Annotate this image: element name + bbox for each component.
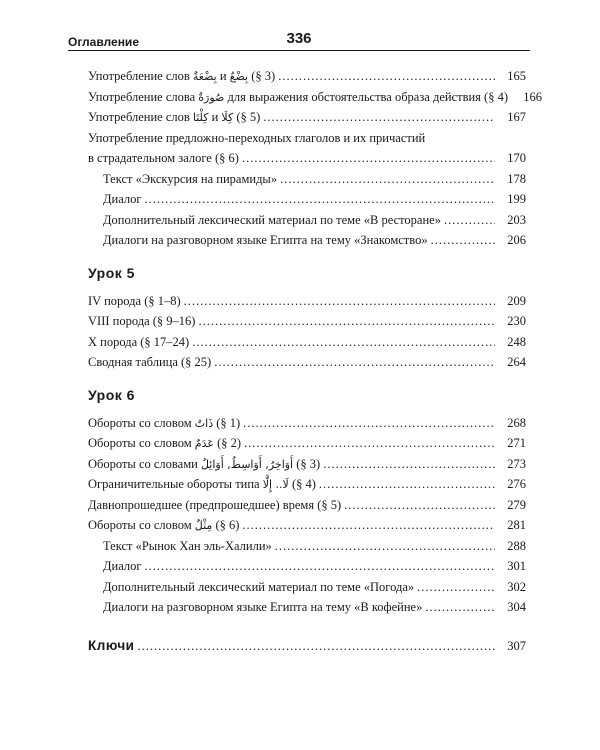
toc-entry-first-line[interactable] bbox=[88, 128, 526, 149]
toc-entry-page: 167 bbox=[507, 110, 526, 124]
toc-entry-label: Ключи bbox=[88, 637, 135, 653]
toc-entry-page: 276 bbox=[507, 477, 526, 491]
toc-entry[interactable] bbox=[88, 169, 526, 190]
toc-entry[interactable] bbox=[88, 556, 526, 577]
toc-entry-label: IV порода (§ 1–8) bbox=[88, 293, 181, 308]
toc-entry-label: Диалоги на разговорном языке Египта на тему «В кофейне» bbox=[103, 600, 423, 614]
toc-entry-page: 203 bbox=[507, 212, 526, 227]
leader-dots bbox=[263, 107, 495, 128]
toc-entry-page: 199 bbox=[507, 192, 526, 206]
toc-entry-page: 264 bbox=[507, 355, 526, 369]
toc-entry[interactable] bbox=[88, 148, 526, 169]
toc-entry-label: Дополнительный лексический материал по теме «Погода» bbox=[103, 579, 415, 594]
toc-entry-label: Употребление слов بِضْعَةٌ и بِضْعٌ (§ 3) bbox=[88, 69, 276, 83]
toc-entry-page: 165 bbox=[507, 69, 526, 83]
toc-entry[interactable] bbox=[88, 454, 526, 475]
leader-dots bbox=[278, 66, 495, 87]
leader-dots bbox=[198, 311, 495, 332]
toc-entry-label: Обороты со словом عَدَمٌ (§ 2) bbox=[88, 436, 242, 450]
leader-dots bbox=[244, 433, 495, 454]
toc-entry[interactable] bbox=[88, 474, 526, 495]
toc-entry-label: Текст «Экскурсия на пирамиды» bbox=[103, 171, 278, 186]
toc-entry[interactable] bbox=[88, 413, 526, 434]
toc-entry-page: 271 bbox=[507, 436, 526, 450]
toc-entry-page: 178 bbox=[507, 171, 526, 186]
toc-entry-label: Употребление предложно-переходных глаголов и их причастий bbox=[88, 130, 426, 145]
toc-entry-page: 230 bbox=[507, 314, 526, 328]
toc-entry[interactable] bbox=[88, 433, 526, 454]
toc-entry-page: 302 bbox=[507, 579, 526, 594]
toc-entry[interactable] bbox=[88, 597, 526, 618]
leader-dots bbox=[431, 230, 495, 251]
lesson-heading: Урок 6 bbox=[88, 386, 135, 403]
toc-entry-label: Ограничительные обороты типа لَا.. إِلَّا (§ 4) bbox=[88, 477, 316, 491]
toc-entry-label: Диалог bbox=[103, 192, 142, 206]
toc-entry-page: 281 bbox=[507, 518, 526, 532]
leader-dots bbox=[344, 495, 495, 516]
leader-dots bbox=[243, 413, 495, 434]
page-number: 336 bbox=[286, 30, 312, 47]
toc-entry-label: Текст «Рынок Хан эль-Халили» bbox=[103, 538, 272, 553]
toc-entry-page: 206 bbox=[507, 233, 526, 247]
leader-dots bbox=[214, 352, 495, 373]
toc-entry[interactable] bbox=[88, 352, 526, 373]
leader-dots bbox=[192, 332, 495, 353]
toc-entry-page: 248 bbox=[507, 334, 526, 349]
toc-entry-label: в страдательном залоге (§ 6) bbox=[88, 151, 239, 165]
toc-entry-label: Дополнительный лексический материал по теме «В ресторане» bbox=[103, 212, 441, 227]
toc-entry[interactable] bbox=[88, 515, 526, 536]
toc-entry[interactable] bbox=[88, 311, 526, 332]
leader-dots bbox=[275, 536, 495, 557]
leader-dots bbox=[444, 210, 495, 231]
toc-entry[interactable] bbox=[88, 230, 526, 251]
lesson-heading: Урок 5 bbox=[88, 264, 135, 281]
toc-entry-page: 307 bbox=[507, 638, 526, 653]
toc-entry-label: Сводная таблица (§ 25) bbox=[88, 355, 212, 369]
leader-dots bbox=[145, 556, 496, 577]
toc-entry[interactable] bbox=[88, 210, 526, 231]
toc-entry-label: Обороты со словом مِثْلٌ (§ 6) bbox=[88, 518, 240, 532]
table-of-contents bbox=[88, 66, 542, 656]
toc-entry-label: Давнопрошедшее (предпрошедшее) время (§ 5) bbox=[88, 497, 342, 512]
toc-entry-page: 166 bbox=[523, 89, 542, 104]
leader-dots bbox=[242, 148, 495, 169]
toc-entry-label: Употребление слов كِلْتَا и كِلَا (§ 5) bbox=[88, 110, 261, 124]
toc-entry-page: 301 bbox=[507, 559, 526, 573]
toc-entry[interactable] bbox=[88, 332, 526, 353]
toc-entry[interactable] bbox=[88, 66, 526, 87]
toc-entry[interactable] bbox=[88, 291, 526, 312]
leader-dots bbox=[184, 291, 495, 312]
leader-dots bbox=[145, 189, 496, 210]
toc-entry-page: 170 bbox=[507, 151, 526, 165]
toc-entry-keys[interactable] bbox=[88, 636, 526, 657]
toc-entry[interactable] bbox=[88, 536, 526, 557]
leader-dots bbox=[242, 515, 495, 536]
toc-entry[interactable] bbox=[88, 577, 526, 598]
leader-dots bbox=[417, 577, 495, 598]
toc-entry-label: Обороты со словами أَوَاخِرُ, أَوَاسِطُ, أَوَائِلُ (§ 3) bbox=[88, 456, 321, 471]
running-title: Оглавление bbox=[68, 35, 139, 49]
toc-entry[interactable] bbox=[88, 87, 542, 108]
toc-entry-label: VIII порода (§ 9–16) bbox=[88, 314, 196, 328]
toc-entry[interactable] bbox=[88, 189, 526, 210]
page-header bbox=[68, 28, 530, 51]
leader-dots bbox=[280, 169, 495, 190]
leader-dots bbox=[425, 597, 495, 618]
toc-entry-label: Обороты со словом ذَاتٌ (§ 1) bbox=[88, 415, 241, 430]
leader-dots bbox=[137, 636, 495, 657]
toc-entry-page: 279 bbox=[507, 497, 526, 512]
toc-entry-label: Диалог bbox=[103, 559, 142, 573]
toc-entry[interactable] bbox=[88, 495, 526, 516]
toc-entry-page: 209 bbox=[507, 293, 526, 308]
toc-entry[interactable] bbox=[88, 107, 526, 128]
toc-entry-page: 268 bbox=[507, 415, 526, 430]
toc-entry-label: Диалоги на разговорном языке Египта на тему «Знакомство» bbox=[103, 233, 428, 247]
toc-entry-label: X порода (§ 17–24) bbox=[88, 334, 190, 349]
leader-dots bbox=[323, 454, 495, 475]
toc-entry-label: Употребление слова صُورَةٌ для выражения обстоятельства образа действия (§ 4) bbox=[88, 89, 508, 104]
toc-entry-page: 304 bbox=[507, 600, 526, 614]
leader-dots bbox=[319, 474, 495, 495]
toc-entry-page: 273 bbox=[507, 456, 526, 471]
toc-entry-page: 288 bbox=[507, 538, 526, 553]
